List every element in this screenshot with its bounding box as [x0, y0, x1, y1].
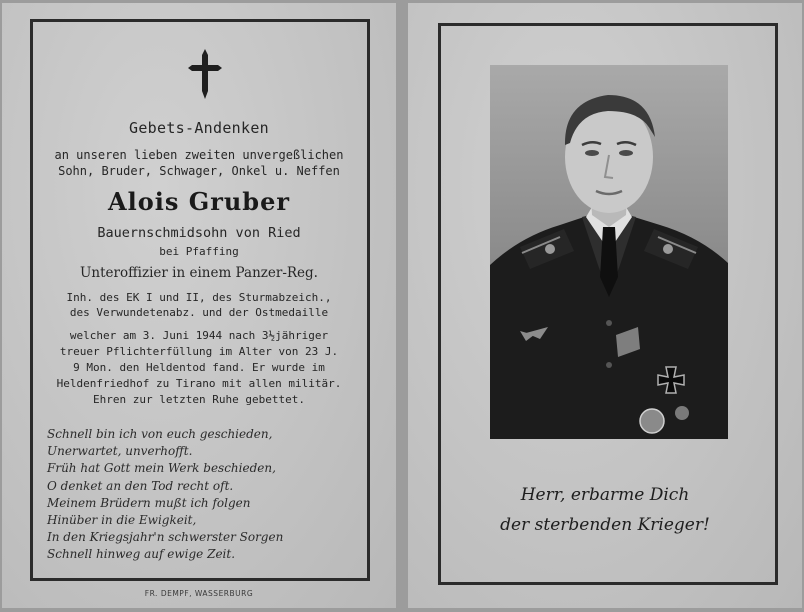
awards-text	[2, 290, 396, 320]
memorial-card-right-page	[408, 3, 802, 608]
dedication-line: an unseren lieben zweiten unvergeßlichen	[54, 148, 344, 162]
death-notice	[2, 328, 396, 408]
memorial-card-left-page	[2, 3, 396, 608]
poem-line: Früh hat Gott mein Werk beschieden,	[47, 461, 276, 476]
poem-line: In den Kriegsjahr'n schwerster Sorgen	[47, 530, 284, 545]
poem-line: Unerwartet, unverhofft.	[47, 444, 193, 459]
poem-line: Hinüber in die Ewigkeit,	[47, 513, 197, 528]
prayer-line: der sterbenden Krieger!	[500, 515, 710, 535]
dedication-line: Sohn, Bruder, Schwager, Onkel u. Neffen	[58, 164, 340, 178]
poem-line: O denket an den Tod recht oft.	[47, 478, 234, 493]
military-rank: Unteroffizier in einem Panzer-Reg.	[80, 265, 318, 281]
memorial-poem	[47, 426, 283, 564]
death-notice-line: treuer Pflichterfüllung im Alter von 23 J.	[59, 345, 339, 358]
deceased-name: Alois Gruber	[107, 187, 290, 216]
occupation-line: Bauernschmidsohn von Ried	[97, 225, 301, 241]
death-notice-line: 9 Mon. den Heldentod fand. Er wurde im	[73, 361, 325, 374]
prayer-line: Herr, erbarme Dich	[520, 485, 690, 505]
poem-line: Schnell hinweg auf ewige Zeit.	[47, 547, 236, 562]
place-line: bei Pfaffing	[159, 245, 239, 258]
portrait-illustration	[490, 65, 728, 439]
cross-icon	[186, 47, 224, 101]
awards-line: des Verwundetenabz. und der Ostmedaille	[69, 306, 329, 319]
death-notice-line: welcher am 3. Juni 1944 nach 3½jähriger	[69, 329, 329, 342]
poem-line: Schnell bin ich von euch geschieden,	[47, 427, 273, 441]
printer-imprint: FR. DEMPF, WASSERBURG	[144, 589, 254, 598]
memorial-heading: Gebets-Andenken	[129, 119, 269, 137]
death-notice-line: Heldenfriedhof zu Tirano mit allen militär.	[56, 377, 342, 390]
death-notice-line: Ehren zur letzten Ruhe gebettet.	[93, 393, 305, 406]
awards-line: Inh. des EK I und II, des Sturmabzeich.,	[66, 291, 332, 304]
soldier-portrait-photo	[490, 65, 728, 439]
poem-line: Meinem Brüdern mußt ich folgen	[47, 495, 251, 510]
dedication-text	[2, 147, 396, 179]
